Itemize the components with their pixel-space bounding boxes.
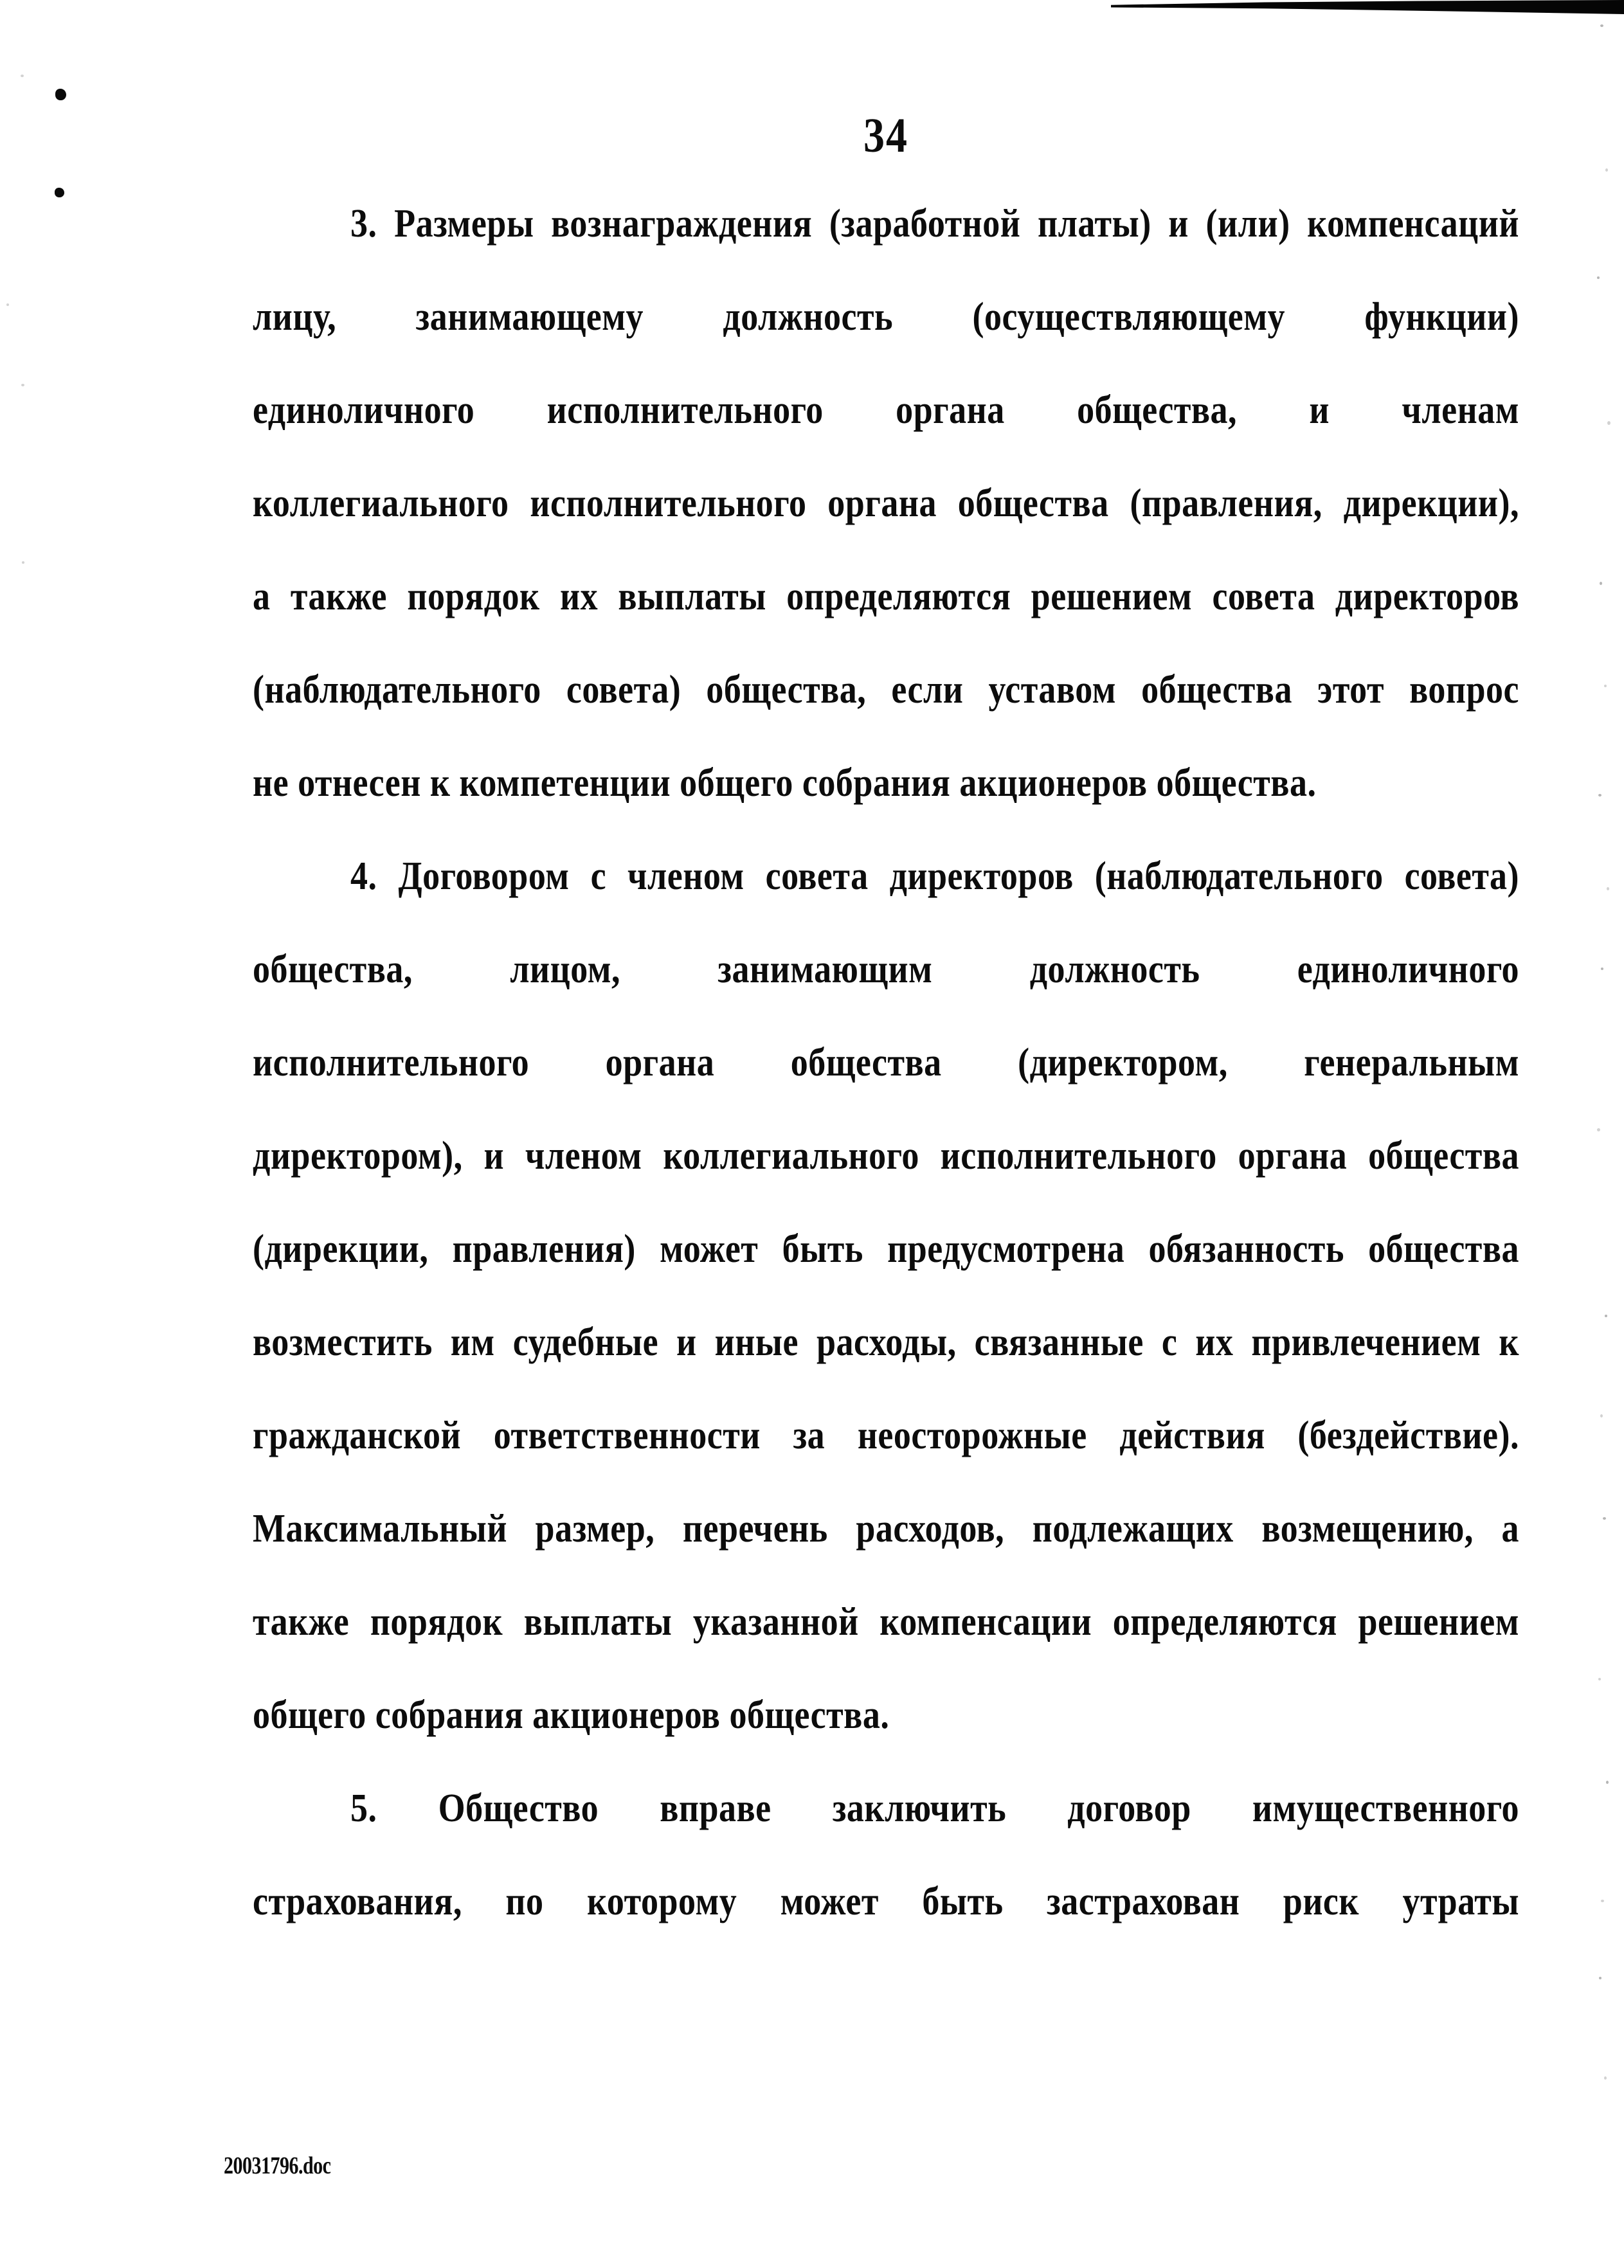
text-line: а также порядок их выплаты определяются решением совета директоров [253, 573, 1519, 618]
text-line: исполнительного органа общества (директором, генеральным [253, 1040, 1519, 1084]
text-line: страхования, по которому может быть застрахован риск утраты [253, 1878, 1519, 1923]
text-line: единоличного исполнительного органа общества, и членам [253, 387, 1519, 432]
scan-speckle [1600, 582, 1602, 585]
scan-speckle [1598, 794, 1601, 797]
scan-artifact-top-edge [1111, 0, 1624, 14]
text-line: директором), и членом коллегиального исполнительного органа общества [253, 1133, 1519, 1178]
page-number: 34 [863, 109, 908, 163]
text-line: общего собрания акционеров общества. [253, 1692, 890, 1737]
scan-speckle [1604, 685, 1607, 687]
scan-speckle [1601, 1900, 1604, 1902]
scan-speckle [21, 75, 24, 77]
text-line: (наблюдательного совета) общества, если уставом общества этот вопрос [253, 667, 1519, 712]
text-line: 4. Договором с членом совета директоров (наблюдательного совета) [350, 853, 1519, 898]
scan-speckle [1607, 887, 1609, 890]
scan-speckle [1601, 968, 1603, 970]
scan-speckle [22, 561, 24, 564]
scan-speckle [6, 303, 9, 306]
text-line: (дирекции, правления) может быть предусмотрена обязанность общества [253, 1226, 1519, 1271]
ink-dot [55, 188, 64, 197]
scan-speckle [1605, 1315, 1607, 1317]
scan-speckle [1597, 1128, 1600, 1131]
scan-speckle [1597, 276, 1600, 279]
scan-speckle [1607, 421, 1610, 425]
ink-dot [55, 89, 66, 100]
document-text-block [253, 177, 1519, 1948]
scan-speckle [1606, 1781, 1609, 1784]
scan-speckle [1598, 1678, 1601, 1680]
scan-speckle [1600, 1414, 1603, 1418]
text-line: возместить им судебные и иные расходы, связанные с их привлечением к [253, 1319, 1519, 1364]
scan-speckle [1605, 168, 1608, 172]
scan-speckle [21, 384, 24, 386]
text-line: 3. Размеры вознаграждения (заработной платы) и (или) компенсаций [350, 201, 1519, 246]
text-line: не отнесен к компетенции общего собрания акционеров общества. [253, 760, 1317, 805]
scan-speckle [1604, 2076, 1607, 2080]
text-line: 5. Общество вправе заключить договор имущественного [350, 1785, 1519, 1830]
text-line: Максимальный размер, перечень расходов, подлежащих возмещению, а [253, 1506, 1519, 1551]
scan-speckle [1599, 1977, 1601, 1979]
text-line: гражданской ответственности за неосторожные действия (бездействие). [253, 1412, 1519, 1457]
text-line: лицу, занимающему должность (осуществляющему функции) [253, 294, 1519, 339]
scan-speckle [1600, 24, 1603, 27]
text-line: также порядок выплаты указанной компенсации определяются решением [253, 1599, 1519, 1644]
text-line: общества, лицом, занимающим должность единоличного [253, 946, 1519, 991]
footer-filename: 20031796.doc [224, 2152, 331, 2180]
scan-speckle [1603, 1517, 1606, 1520]
text-line: коллегиального исполнительного органа общества (правления, дирекции), [253, 480, 1519, 525]
